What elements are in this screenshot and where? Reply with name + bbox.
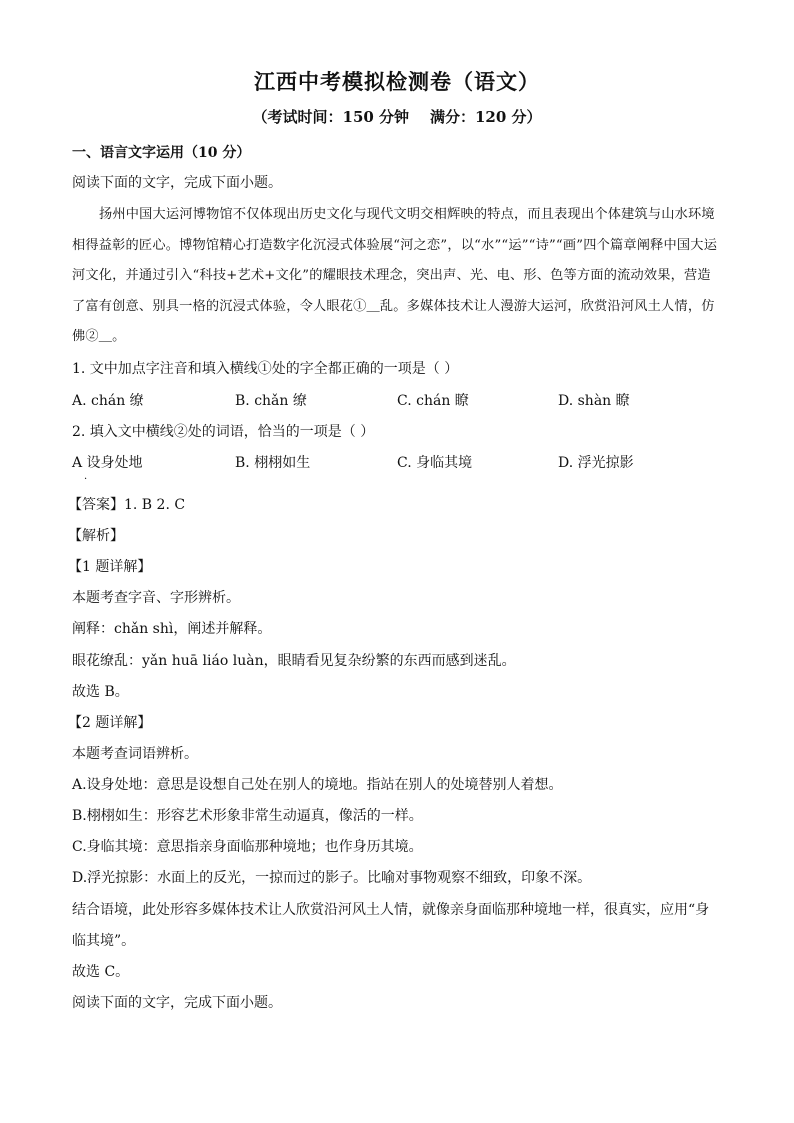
question-1-option-d: D. shàn 瞭 xyxy=(558,393,630,409)
question-1-option-b: B. chǎn 缭 xyxy=(235,393,307,409)
question-2-stem: 2. 填入文中横线②处的词语，恰当的一项是（ ） xyxy=(72,424,375,440)
q2-detail-line: 本题考查词语辨析。 xyxy=(72,746,198,762)
q2-detail-line: C.身临其境：意思指亲身面临那种境地；也作身历其境。 xyxy=(72,839,423,855)
q2-detail-line: D.浮光掠影：水面上的反光，一掠而过的影子。比喻对事物观察不细致，印象不深。 xyxy=(72,870,592,886)
exam-info: （考试时间：150 分钟 满分：120 分） xyxy=(252,108,542,126)
answer-label: 【答案】 xyxy=(68,497,124,513)
analysis-label: 【解析】 xyxy=(68,528,124,544)
q1-detail-line: 阐释：chǎn shì，阐述并解释。 xyxy=(72,621,272,637)
q1-detail-line: 眼花缭乱：yǎn huā liáo luàn，眼睛看见复杂纷繁的东西而感到迷乱。 xyxy=(72,653,516,669)
q2-detail-line: B.栩栩如生：形容艺术形象非常生动逼真，像活的一样。 xyxy=(72,808,423,824)
section-heading: 一、语言文字运用（10 分） xyxy=(72,145,251,161)
reading-passage: 扬州中国大运河博物馆不仅体现出历史文化与现代文明交相辉映的特点，而且表现出个体建筑与山水环境相得益彰的匠心。博物馆精心打造数字化沉浸式体验展“河之恋”，以“水”“运”“诗”“画”四个篇章阐释中国大运河文化，并通过引入“科技+艺术+文化”的耀眼技术理念，突出声、光、电、形、色等方面的流动效果，营造了富有创意、别具一格的沉浸式体验，令人眼花①＿乱。多媒体技术让人漫游大运河，欣赏沿河风土人情，仿佛②＿。 xyxy=(72,207,718,344)
question-1-stem: 1. 文中加点字注音和填入横线①处的字全都正确的一项是（ ） xyxy=(72,361,459,377)
next-reading-instruction: 阅读下面的文字，完成下面小题。 xyxy=(72,995,282,1011)
question-2-option-b: B. 栩栩如生 xyxy=(235,455,311,471)
q2-detail-line: 结合语境，此处形容多媒体技术让人欣赏沿河风土人情，就像亲身面临那种境地一样，很真实，应用“身 xyxy=(72,902,710,918)
q1-detail-line: 本题考查字音、字形辨析。 xyxy=(72,590,240,606)
q1-detail-heading: 【1 题详解】 xyxy=(68,559,152,575)
q2-detail-line: A.设身处地：意思是设想自己处在别人的境地。指站在别人的处境替别人着想。 xyxy=(72,777,563,793)
q2-detail-line: 故选 C。 xyxy=(72,964,130,980)
q1-detail-line: 故选 B。 xyxy=(72,684,129,700)
reading-instruction: 阅读下面的文字，完成下面小题。 xyxy=(72,175,282,191)
question-2-option-d: D. 浮光掠影 xyxy=(558,455,634,471)
question-1-option-c: C. chán 瞭 xyxy=(397,393,469,409)
answer-values: 1. B 2. C xyxy=(124,497,186,513)
q2-detail-heading: 【2 题详解】 xyxy=(68,715,152,731)
emphasis-dot: · xyxy=(84,474,88,485)
question-2-option-c: C. 身临其境 xyxy=(397,455,473,471)
question-2-option-a: A 设身处地 xyxy=(72,455,143,471)
answer-line xyxy=(68,494,185,514)
question-1-option-a: A. chán 缭 xyxy=(72,393,144,409)
page-title: 江西中考模拟检测卷（语文） xyxy=(254,69,540,94)
q2-detail-line: 临其境”。 xyxy=(72,933,136,949)
